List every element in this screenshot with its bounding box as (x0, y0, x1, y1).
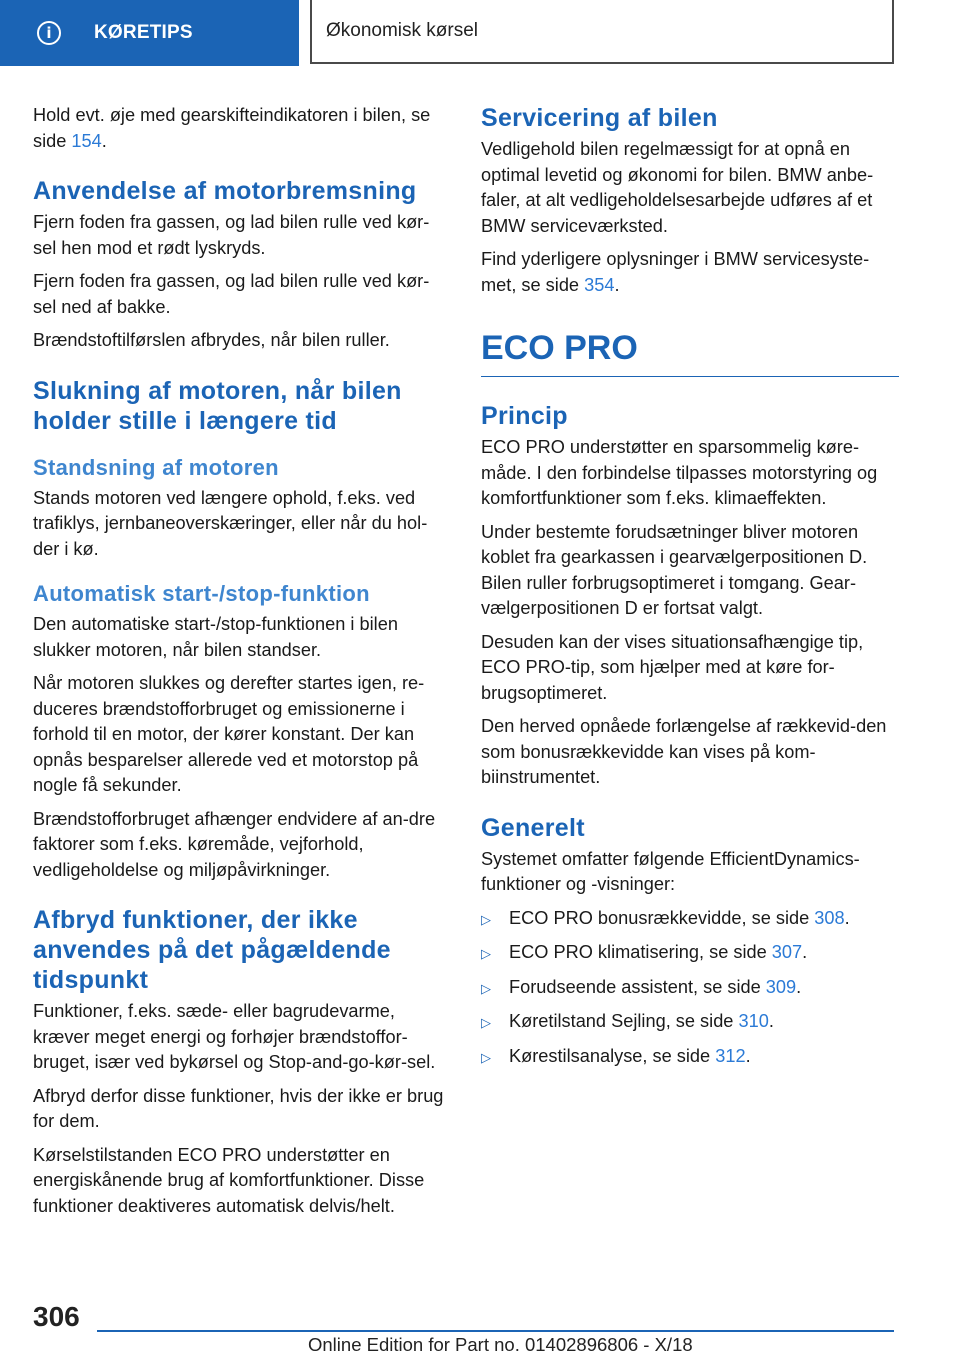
chapter-header (310, 0, 894, 64)
page-link[interactable]: 308 (814, 907, 845, 928)
triangle-bullet-icon: ▷ (481, 981, 491, 997)
triangle-bullet-icon: ▷ (481, 912, 491, 928)
paragraph: ECO PRO understøtter en sparsommelig køre-måde. I den forbindelse tilpasses motorstyring og komfortfunktioner som f.eks. klimaeffekten. (481, 437, 878, 508)
list-item: ▷ ECO PRO bonusrækkevidde, se side 308. (481, 906, 899, 934)
page-link[interactable]: 312 (715, 1045, 746, 1066)
footer-edition: Online Edition for Part no. 01402896806 - X/18 (308, 1334, 693, 1355)
heading-slukning: Slukning af motoren, når bilen holder stille i længere tid (33, 376, 402, 435)
page-link[interactable]: 307 (771, 942, 803, 962)
heading-generelt: Generelt (481, 813, 585, 842)
list-item: ▷ Forudseende assistent, se side 309. (481, 975, 899, 1003)
paragraph: Desuden kan der vises situationsafhængige tip, ECO PRO-tip, som hjælper med at køre for-brugsoptimeret. (481, 631, 864, 703)
paragraph: Den automatiske start-/stop-funktionen i bilen slukker motoren, når bilen standser. (33, 614, 398, 660)
chapter-title: Økonomisk kørsel (326, 20, 479, 41)
paragraph: Når motoren slukkes og derefter startes igen, re-duceres brændstofforbruget og emissionerne i forhold til en motor, der kører konstant. Der kan opnås besparelser allerede ved et motorstop på nogle få sekunder. (33, 673, 425, 795)
heading-afbryd: Afbryd funktioner, der ikke anvendes på det pågældende tidspunkt (33, 906, 391, 994)
section-tab (0, 0, 299, 66)
section-label: KØRETIPS (94, 22, 193, 43)
heading-servicering: Servicering af bilen (481, 104, 718, 132)
list-item: ▷ Kørestilsanalyse, se side 312. (481, 1044, 899, 1072)
page-link[interactable]: 154 (71, 130, 102, 151)
subheading-autostart: Automatisk start-/stop-funktion (33, 581, 370, 606)
page-number: 306 (33, 1301, 80, 1332)
paragraph: Fjern foden fra gassen, og lad bilen rulle ved kør-sel ned af bakke. (33, 271, 430, 317)
paragraph: Fjern foden fra gassen, og lad bilen rulle ved kør-sel hen mod et rødt lyskryds. (33, 212, 430, 258)
heading-princip: Princip (481, 402, 568, 430)
page-link[interactable]: 310 (738, 1011, 769, 1031)
triangle-bullet-icon: ▷ (481, 1050, 491, 1066)
intro-paragraph: Hold evt. øje med gearskifteindikatoren i bilen, se side 154. (33, 105, 431, 151)
paragraph: Find yderligere oplysninger i BMW servicesyste-met, se side 354. (481, 249, 870, 295)
paragraph: Vedligehold bilen regelmæssigt for at opnå en optimal levetid og økonomi for bilen. BMW anbe-faler, at alt vedligeholdelsesarbejde udføres af et BMW serviceværksted. (481, 139, 874, 236)
paragraph: Under bestemte forudsætninger bliver motoren koblet fra gearkassen i gearvælgerpositionen D. Bilen ruller forbrugsoptimeret i tomgang. Gear-vælgerpositionen D er fortsat valgt. (481, 521, 868, 618)
subheading-standsning: Standsning af motoren (33, 454, 279, 480)
paragraph: Brændstoftilførslen afbrydes, når bilen ruller. (33, 330, 390, 350)
right-column (481, 103, 899, 1078)
triangle-bullet-icon: ▷ (481, 947, 491, 962)
heading-motorbremsning: Anvendelse af motorbremsning (33, 177, 417, 205)
footer-divider (97, 1330, 894, 1332)
paragraph: Stands motoren ved længere ophold, f.eks. ved trafiklys, jernbaneoverskæringer, eller når du hol-der i kø. (33, 487, 428, 559)
page-link[interactable]: 309 (765, 976, 797, 997)
triangle-bullet-icon: ▷ (481, 1016, 491, 1031)
paragraph: Systemet omfatter følgende EfficientDynamics-funktioner og -visninger: (481, 848, 860, 894)
left-column (33, 103, 451, 1227)
paragraph: Funktioner, f.eks. sæde- eller bagrudevarme, kræver meget energi og forhøjer brændstoffor-bruget, især ved bykørsel og Stop-and-go-kør-sel. (33, 1001, 436, 1072)
paragraph: Afbryd derfor disse funktioner, hvis der ikke er brug for dem. (33, 1085, 444, 1131)
info-icon: i (37, 21, 61, 45)
chapter-heading-eco-pro: ECO PRO (481, 328, 899, 377)
list-item: ▷ Køretilstand Sejling, se side 310. (481, 1009, 899, 1037)
function-list (481, 906, 899, 1072)
list-item: ▷ ECO PRO klimatisering, se side 307. (481, 940, 899, 968)
paragraph: Kørselstilstanden ECO PRO understøtter en energiskånende brug af komfortfunktioner. Disse funktioner deaktiveres automatisk delvis/helt. (33, 1144, 425, 1216)
page-link[interactable]: 354 (584, 274, 615, 295)
paragraph: Den herved opnåede forlængelse af rækkevid-den som bonusrækkevidde kan vises på kom-biinstrumentet. (481, 716, 887, 787)
paragraph: Brændstofforbruget afhænger endvidere af an-dre faktorer som f.eks. køremåde, vejforhold, vedligeholdelse og miljøpåvirkninger. (33, 808, 436, 880)
